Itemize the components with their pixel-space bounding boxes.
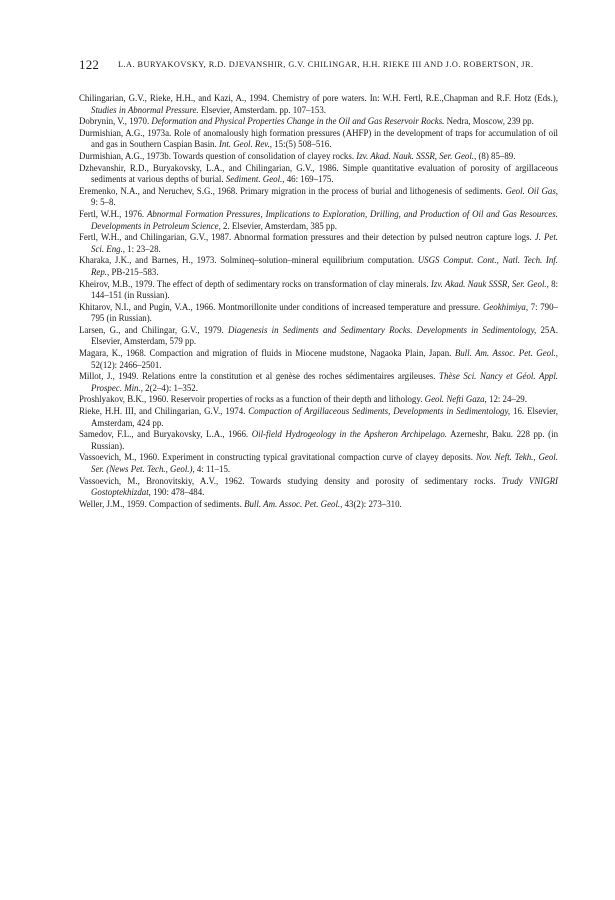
reference-italic-text: Izv. Akad. Nauk SSSR, Ser. Geol., bbox=[430, 278, 549, 289]
reference-text: 8: 144–151 (in Russian). bbox=[91, 278, 559, 301]
reference-text: Larsen, G., and Chilingar, G.V., 1979. bbox=[79, 324, 228, 335]
reference-text: Millot, J., 1949. Relations entre la constitution et al genèse des roches sédimentaires argileuses. bbox=[79, 371, 440, 382]
reference-entry bbox=[79, 325, 558, 348]
reference-text: 1: 23–28. bbox=[125, 243, 161, 254]
reference-italic-text: Geol. Oil Gas, bbox=[505, 185, 558, 196]
reference-entry bbox=[79, 394, 558, 406]
reference-text: Rieke, H.H. III, and Chilingarian, G.V., 1974. bbox=[79, 406, 249, 417]
reference-text: Weller, J.M., 1959. Compaction of sediments. bbox=[79, 498, 245, 509]
reference-text: 9: 5–8. bbox=[91, 197, 116, 208]
reference-text: Vassoevich, M., 1960. Experiment in constructing typical gravitational compaction curve of clayey deposits. bbox=[79, 452, 476, 463]
reference-italic-text: Thèse Sci. Nancy et Géol. Appl. Prospec. Min., bbox=[91, 371, 559, 393]
reference-text: Proshlyakov, B.K., 1960. Reservoir properties of rocks as a function of their depth and lithology. bbox=[79, 394, 425, 405]
reference-italic-text: Izv. Akad. Nauk. SSSR, Ser. Geol., bbox=[356, 150, 477, 161]
reference-entry bbox=[79, 371, 558, 394]
reference-italic-text: Oil-field Hydrogeology in the Apsheron Archipelago. bbox=[251, 429, 448, 440]
reference-text: Khitarov, N.I., and Pugin, V.A., 1966. Montmorillonite under conditions of increased temperature and pressure. bbox=[79, 301, 483, 312]
reference-list bbox=[79, 93, 558, 510]
reference-italic-text: Studies in Abnormal Pressure. bbox=[91, 104, 199, 115]
reference-italic-text: Nov. Neft. Tekh., Geol. Ser. (News Pet. Tech., Geol.), bbox=[91, 452, 558, 474]
reference-text: 12: 24–29. bbox=[486, 394, 527, 405]
reference-entry bbox=[79, 302, 558, 325]
reference-italic-text: Geol. Nefti Gaza, bbox=[424, 394, 487, 405]
reference-text: Chilingarian, G.V., Rieke, H.H., and Kazi, A., 1994. Chemistry of pore waters. In: W.H. Fertl, R.E.,Chapman and R.F. Hotz (Eds.), bbox=[79, 93, 558, 103]
reference-text: (8) 85–89. bbox=[476, 150, 516, 161]
reference-text: Kharaka, J.K., and Barnes, H., 1973. Solmineq–solution–mineral equilibrium computation. bbox=[79, 255, 418, 266]
reference-entry bbox=[79, 232, 558, 255]
reference-italic-text: Bull. Am. Assoc. Pet. Geol., bbox=[244, 498, 343, 509]
reference-entry bbox=[79, 151, 558, 163]
reference-italic-text: Sediment. Geol., bbox=[225, 174, 285, 185]
reference-italic-text: Abnormal Formation Pressures, Implications to Exploration, Drilling, and Production of Oil and Gas Resources. Developments in Petroleum Science, bbox=[91, 208, 558, 231]
reference-text: 2(2–4): 1–352. bbox=[142, 382, 198, 393]
page-number: 122 bbox=[79, 57, 100, 72]
running-head: L.A. BURYAKOVSKY, R.D. DJEVANSHIR, G.V. CHILINGAR, H.H. RIEKE III AND J.O. ROBERTSON, JR. bbox=[118, 60, 534, 69]
reference-entry bbox=[79, 499, 558, 511]
reference-entry bbox=[79, 128, 558, 151]
reference-text: 2. Elsevier, Amsterdam, 385 pp. bbox=[220, 220, 338, 231]
reference-text: Nedra, Moscow, 239 pp. bbox=[444, 116, 534, 127]
reference-italic-text: Compaction of Argillaceous Sediments, Developments in Sedimentology, bbox=[248, 406, 511, 417]
reference-text: 46: 169–175. bbox=[284, 174, 334, 185]
reference-text: Eremenko, N.A., and Neruchev, S.G., 1968. Primary migration in the process of burial and lithogenesis of sediments. bbox=[79, 185, 506, 196]
reference-entry bbox=[79, 163, 558, 186]
reference-text: 15:(5) 508–516. bbox=[272, 139, 332, 150]
reference-entry bbox=[79, 209, 558, 232]
reference-italic-text: USGS Comput. Cont., Natl. Tech. Inf. Rep., bbox=[91, 255, 558, 277]
reference-text: 43(2): 273–310. bbox=[342, 498, 402, 509]
reference-text: 52(12): 2466–2501. bbox=[91, 359, 162, 370]
reference-italic-text: Geokhimiya, bbox=[482, 301, 529, 312]
reference-italic-text: J. Pet. Sci. Eng., bbox=[91, 232, 558, 254]
reference-text: Azerneshr, Baku. 228 pp. (in Russian). bbox=[91, 429, 559, 451]
reference-text: Durmishian, A.G., 1973b. Towards question of consolidation of clayey rocks. bbox=[79, 150, 357, 161]
reference-italic-text: Deformation and Physical Properties Change in the Oil and Gas Reservoir Rocks. bbox=[151, 116, 445, 127]
reference-entry bbox=[79, 452, 558, 475]
reference-text: Fertl, W.H., 1976. bbox=[79, 208, 147, 219]
reference-text: 190: 478–484. bbox=[150, 487, 205, 498]
reference-italic-text: Trudy VNIGRI Gostoptekhizdat, bbox=[91, 475, 558, 498]
reference-text: Fertl, W.H., and Chilingarian, G.V., 1987. Abnormal formation pressures and their detection by pulsed neutron capture logs. bbox=[79, 232, 535, 243]
reference-text: Kheirov, M.B., 1979. The effect of depth of sedimentary rocks on transformation of clay minerals. bbox=[79, 278, 431, 289]
reference-text: Dzhevanshir, R.D., Buryakovsky, L.A., and Chilingarian, G.V., 1986. Simple quantitative evaluation of porosity of argillaceous sediments at various depths of burial. bbox=[79, 162, 558, 185]
reference-entry bbox=[79, 279, 558, 302]
reference-entry bbox=[79, 406, 558, 429]
reference-text: Durmishian, A.G., 1973a. Role of anomalously high formation pressures (AHFP) in the development of traps for accumulation of oil and gas in Southern Caspian Basin. bbox=[79, 127, 558, 150]
reference-entry bbox=[79, 116, 558, 128]
reference-text: Magara, K., 1968. Compaction and migration of fluids in Miocene mudstone, Nagaoka Plain, Japan. bbox=[79, 348, 455, 359]
reference-text: 16. Elsevier, Amsterdam, 424 pp. bbox=[91, 406, 558, 428]
reference-text: PB-215–583. bbox=[109, 266, 159, 277]
reference-text: Elsevier, Amsterdam. pp. 107–153. bbox=[198, 104, 326, 115]
reference-text: 25A. Elsevier, Amsterdam, 579 pp. bbox=[91, 324, 558, 347]
reference-italic-text: Int. Geol. Rev., bbox=[218, 139, 273, 150]
reference-entry bbox=[79, 186, 558, 209]
reference-text: 4: 11–15. bbox=[194, 464, 231, 474]
reference-text: 7: 790–795 (in Russian). bbox=[91, 301, 558, 324]
reference-text: Samedov, F.L., and Buryakovsky, L.A., 1966. bbox=[79, 429, 252, 440]
reference-entry bbox=[79, 476, 558, 499]
reference-entry bbox=[79, 93, 558, 116]
reference-italic-text: Bull. Am. Assoc. Pet. Geol., bbox=[454, 348, 558, 359]
reference-text: Dobrynin, V., 1970. bbox=[79, 116, 152, 127]
reference-entry bbox=[79, 255, 558, 278]
reference-italic-text: Diagenesis in Sediments and Sedimentary Rocks. Developments in Sedimentology, bbox=[228, 324, 537, 335]
reference-entry bbox=[79, 348, 558, 371]
reference-text: Vassoevich, M., Bronovitskiy, A.V., 1962. Towards studying density and porosity of sedimentary rocks. bbox=[79, 475, 502, 486]
reference-entry bbox=[79, 429, 558, 452]
